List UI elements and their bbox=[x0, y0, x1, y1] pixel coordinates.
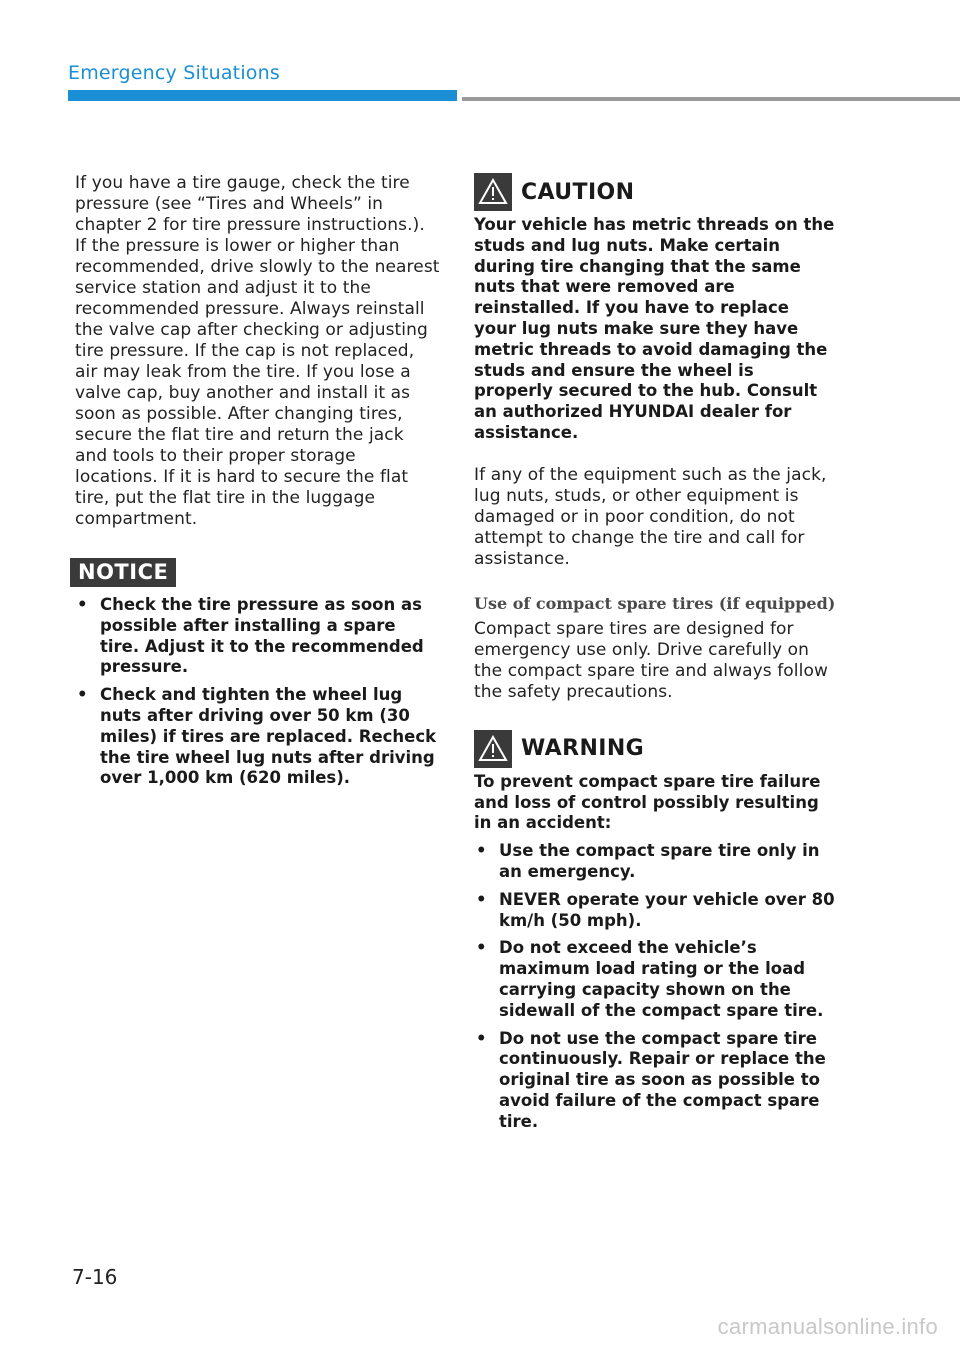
header-accent-bar bbox=[68, 90, 457, 101]
bullet: • bbox=[476, 841, 487, 861]
watermark: carmanualsonline.info bbox=[717, 1314, 938, 1339]
bullet: • bbox=[476, 938, 487, 958]
left-column bbox=[75, 173, 440, 796]
warning-list bbox=[474, 841, 836, 1132]
notice-item-text: Check the tire pressure as soon as possible after installing a spare tire. Adjust it to the recommended pressure. bbox=[100, 595, 424, 677]
page-number: 7-16 bbox=[72, 1265, 118, 1289]
warning-item-text: Do not use the compact spare tire continuously. Repair or replace the original tire as soon as possible to avoid failure of the compact spare tire. bbox=[499, 1028, 826, 1131]
caution-title: CAUTION bbox=[521, 179, 635, 205]
bullet: • bbox=[476, 1028, 487, 1048]
right-column bbox=[474, 173, 836, 1140]
warning-triangle-icon bbox=[474, 730, 512, 768]
tire-gauge-paragraph: If you have a tire gauge, check the tire pressure (see “Tires and Wheels” in chapter 2 for tire pressure instructions.). If the pressure is lower or higher than recommended, drive slowly to the nearest service station and adjust it to the recommended pressure. Always reinstall the valve cap after checking or adjusting tire pressure. If the cap is not replaced, air may leak from the tire. If you lose a valve cap, buy another and install it as soon as possible. After changing tires, secure the flat tire and return the jack and tools to their proper storage locations. If it is hard to secure the flat tire, put the flat tire in the luggage compartment. bbox=[75, 173, 440, 529]
warning-header bbox=[474, 730, 836, 768]
list-item bbox=[75, 685, 440, 789]
bullet: • bbox=[476, 889, 487, 909]
list-item bbox=[75, 595, 440, 678]
warning-item-text: Do not exceed the vehicle’s maximum load rating or the load carrying capacity shown on the sidewall of the compact spare tire. bbox=[499, 938, 824, 1020]
notice-list bbox=[75, 595, 440, 789]
list-item bbox=[474, 890, 836, 932]
bullet: • bbox=[77, 685, 88, 705]
notice-item-text: Check and tighten the wheel lug nuts after driving over 50 km (30 miles) if tires are replaced. Recheck the tire wheel lug nuts after driving over 1,000 km (620 miles). bbox=[100, 685, 437, 788]
warning-title: WARNING bbox=[521, 736, 645, 762]
compact-spare-paragraph: Compact spare tires are designed for emergency use only. Drive carefully on the compact spare tire and always follow the safety precautions. bbox=[474, 618, 828, 702]
warning-item-text: Use the compact spare tire only in an emergency. bbox=[499, 841, 820, 881]
compact-spare-subheading: Use of compact spare tires (if equipped) bbox=[474, 593, 836, 613]
list-item bbox=[474, 1029, 836, 1133]
header-rule bbox=[462, 97, 960, 101]
warning-item-text: NEVER operate your vehicle over 80 km/h (50 mph). bbox=[499, 889, 835, 930]
caution-header bbox=[474, 173, 836, 211]
notice-label: NOTICE bbox=[70, 558, 176, 587]
equipment-paragraph: If any of the equipment such as the jack, lug nuts, studs, or other equipment is damaged or in poor condition, do not attempt to change the tire and call for assistance. bbox=[474, 464, 827, 569]
section-title: Emergency Situations bbox=[68, 62, 280, 84]
caution-text: Your vehicle has metric threads on the studs and lug nuts. Make certain during tire changing that the same nuts that were removed are reinstalled. If you have to replace your lug nuts make sure they have metric threads to avoid damaging the studs and ensure the wheel is properly secured to the hub. Consult an authorized HYUNDAI dealer for assistance. bbox=[474, 215, 835, 442]
list-item bbox=[474, 841, 836, 883]
list-item bbox=[474, 938, 836, 1021]
warning-intro: To prevent compact spare tire failure and loss of control possibly resulting in an accident: bbox=[474, 771, 821, 833]
warning-triangle-icon bbox=[474, 173, 512, 211]
bullet: • bbox=[77, 595, 88, 614]
